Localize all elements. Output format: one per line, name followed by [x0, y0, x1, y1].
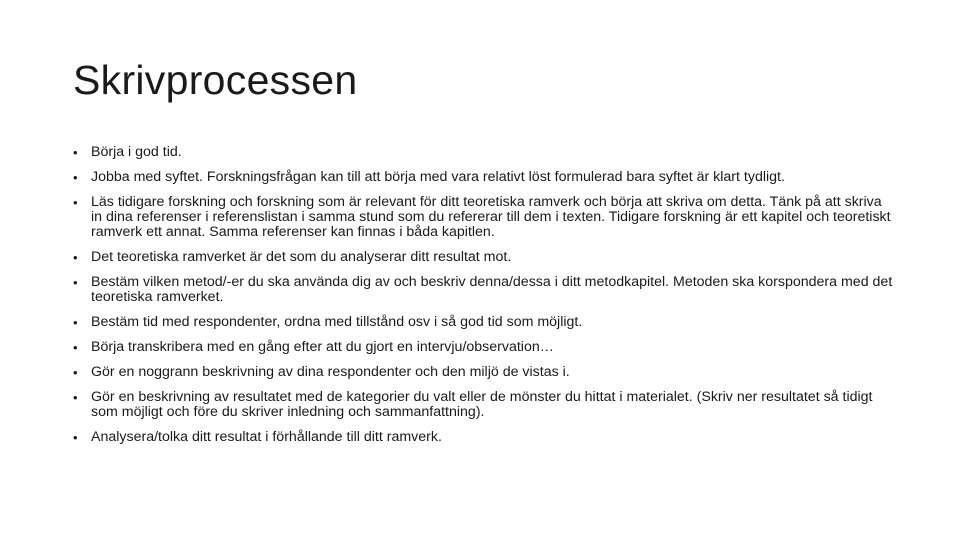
bullet-item — [73, 275, 893, 305]
bullet-item — [73, 340, 893, 355]
bullet-marker: • — [73, 315, 78, 330]
bullet-item — [73, 170, 893, 185]
bullet-item — [73, 365, 893, 380]
bullet-text: Bestäm tid med respondenter, ordna med tillstånd osv i så god tid som möjligt. — [91, 314, 583, 330]
bullet-text: Läs tidigare forskning och forskning som är relevant för ditt teoretiska ramverk och börja att skriva om detta. Tänk på att skriva in dina referenser i referenslistan i samma stund som du refererar till dem i texten. Tidigare forskning är ett kapitel och teoretiskt ramverk ett annat. Samma referenser kan finnas i båda kapitlen. — [91, 194, 891, 240]
bullet-marker: • — [73, 275, 78, 290]
bullet-marker: • — [73, 145, 78, 160]
bullet-text: Gör en noggrann beskrivning av dina respondenter och den miljö de vistas i. — [91, 364, 570, 380]
bullet-item — [73, 390, 893, 420]
bullet-text: Analysera/tolka ditt resultat i förhållande till ditt ramverk. — [91, 429, 442, 445]
bullet-item — [73, 430, 893, 445]
bullet-text: Jobba med syftet. Forskningsfrågan kan till att börja med vara relativt löst formulerad bara syftet är klart tydligt. — [91, 169, 785, 185]
bullet-text: Gör en beskrivning av resultatet med de kategorier du valt eller de mönster du hittat i materialet. (Skriv ner resultatet så tidigt som möjligt och före du skriver inledning och sammanfattning). — [91, 389, 873, 420]
bullet-text: Börja i god tid. — [91, 144, 182, 160]
bullet-marker: • — [73, 170, 78, 185]
bullet-text: Bestäm vilken metod/-er du ska använda dig av och beskriv denna/dessa i ditt metodkapitel. Metoden ska korspondera med det teoretiska ramverket. — [91, 274, 893, 305]
bullet-item — [73, 145, 893, 160]
bullet-text: Börja transkribera med en gång efter att du gjort en intervju/observation… — [91, 339, 554, 355]
bullet-list — [73, 145, 893, 455]
bullet-item — [73, 195, 893, 240]
slide-title: Skrivprocessen — [73, 57, 358, 103]
bullet-marker: • — [73, 430, 78, 445]
bullet-marker: • — [73, 340, 78, 355]
bullet-text: Det teoretiska ramverket är det som du analyserar ditt resultat mot. — [91, 249, 512, 265]
bullet-marker: • — [73, 195, 78, 210]
bullet-item — [73, 315, 893, 330]
bullet-marker: • — [73, 390, 78, 405]
bullet-item — [73, 250, 893, 265]
bullet-marker: • — [73, 250, 78, 265]
bullet-marker: • — [73, 365, 78, 380]
